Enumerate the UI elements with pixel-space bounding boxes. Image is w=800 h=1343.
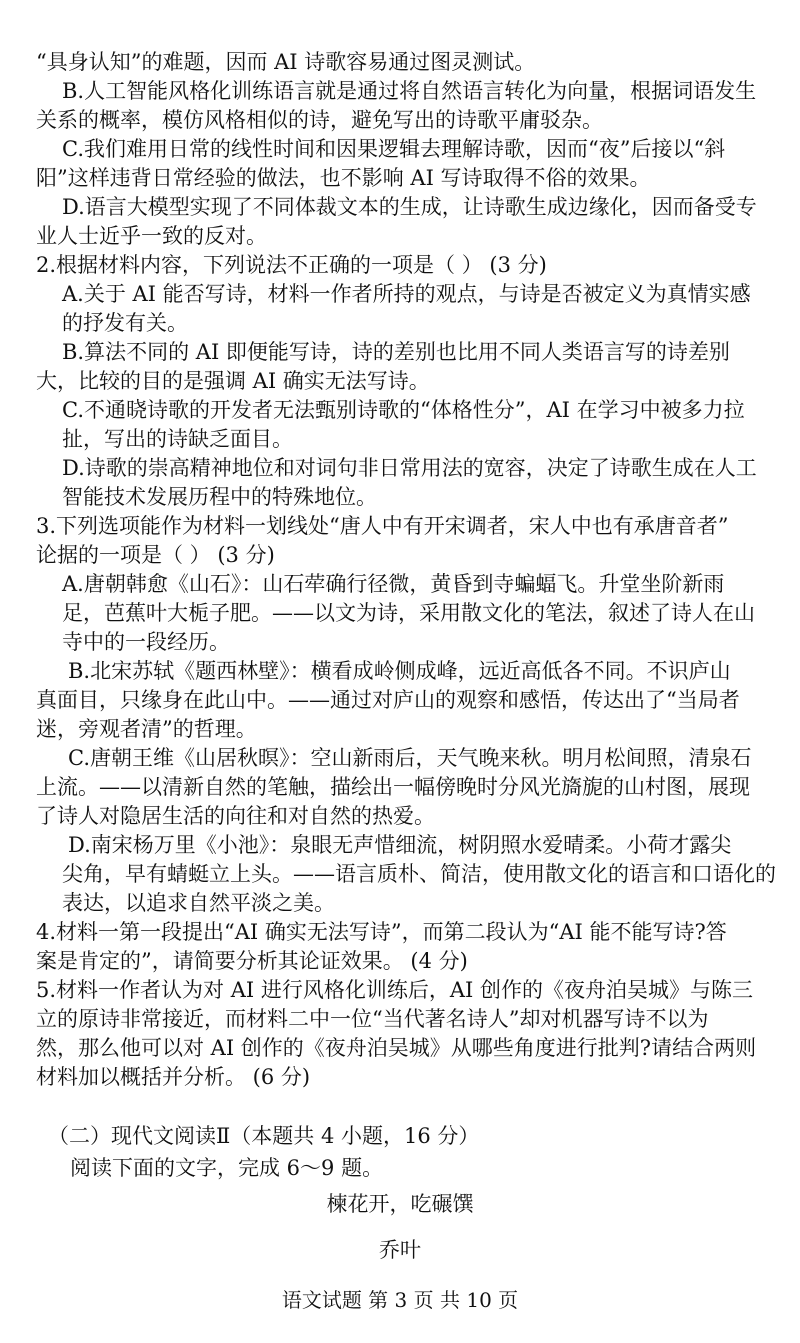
text-line: A.唐朝韩愈《山石》：山石荦确行径微，黄昏到寺蝙蝠飞。升堂坐阶新雨 (62, 572, 725, 596)
page-footer: 语文试题 第 3 页 共 10 页 (281, 1288, 519, 1312)
text-line: 论据的一项是（ ） (3 分) (36, 543, 275, 567)
section-instruction: 阅读下面的文字，完成 6～9 题。 (70, 1156, 384, 1180)
text-line: 5.材料一作者认为对 AI 进行风格化训练后，AI 创作的《夜舟泊吴城》与陈三 (36, 978, 753, 1002)
article-author: 乔叶 (379, 1238, 421, 1262)
text-line: 智能技术发展历程中的特殊地位。 (62, 485, 377, 509)
text-line: 扯，写出的诗缺乏面目。 (62, 427, 293, 451)
text-line: A.关于 AI 能否写诗，材料一作者所持的观点，与诗是否被定义为真情实感 (62, 282, 751, 306)
text-line: 立的原诗非常接近，而材料二中一位“当代著名诗人”却对机器写诗不以为 (36, 1007, 709, 1031)
text-line: 然，那么他可以对 AI 创作的《夜舟泊吴城》从哪些角度进行批判?请结合两则 (36, 1036, 757, 1060)
text-line: 4.材料一第一段提出“AI 确实无法写诗”，而第二段认为“AI 能不能写诗?答 (36, 920, 727, 944)
text-line: 阳”这样违背日常经验的做法，也不影响 AI 写诗取得不俗的效果。 (36, 166, 651, 190)
text-line: D.南宋杨万里《小池》：泉眼无声惜细流，树阴照水爱晴柔。小荷才露尖 (68, 833, 732, 857)
reading-section-header (48, 1120, 768, 1184)
text-line: 上流。——以清新自然的笔触，描绘出一幅傍晚时分风光旖旎的山村图，展现 (36, 775, 750, 799)
text-line: 了诗人对隐居生活的向往和对自然的热爱。 (36, 804, 435, 828)
text-line: B.北宋苏轼《题西林壁》：横看成岭侧成峰，远近高低各不同。不识庐山 (68, 659, 731, 683)
text-line: 3.下列选项能作为材料一划线处“唐人中有开宋调者，宋人中也有承唐音者” (36, 514, 729, 538)
text-line: B.人工智能风格化训练语言就是通过将自然语言转化为向量，根据词语发生 (62, 79, 757, 103)
text-line: D.诗歌的崇高精神地位和对词句非日常用法的宽容，决定了诗歌生成在人工 (62, 456, 757, 480)
text-line: 大，比较的目的是强调 AI 确实无法写诗。 (36, 369, 430, 393)
text-line: 迷，旁观者清”的哲理。 (36, 717, 257, 741)
text-line: 业人士近乎一致的反对。 (36, 224, 267, 248)
text-line: 足，芭蕉叶大栀子肥。——以文为诗，采用散文化的笔法，叙述了诗人在山 (62, 601, 755, 625)
text-line: C.唐朝王维《山居秋暝》：空山新雨后，天气晚来秋。明月松间照，清泉石 (68, 746, 752, 770)
section-heading: （二）现代文阅读Ⅱ（本题共 4 小题，16 分） (48, 1124, 480, 1148)
text-line: 案是肯定的”，请简要分析其论证效果。 (4 分) (36, 949, 468, 973)
text-line: B.算法不同的 AI 即便能写诗，诗的差别也比用不同人类语言写的诗差别 (62, 340, 730, 364)
text-line: “具身认知”的难题，因而 AI 诗歌容易通过图灵测试。 (36, 50, 536, 74)
text-line: 2.根据材料内容，下列说法不正确的一项是（ ） (3 分) (36, 253, 547, 277)
text-line: 寺中的一段经历。 (62, 630, 230, 654)
text-line: 尖角，早有蜻蜓立上头。——语言质朴、简洁，使用散文化的语言和口语化的 (62, 862, 776, 886)
article-title: 楝花开，吃碾馔 (326, 1192, 474, 1216)
text-line: D.语言大模型实现了不同体裁文本的生成，让诗歌生成边缘化，因而备受专 (62, 195, 757, 219)
question-text-block (0, 48, 800, 1092)
text-line: 关系的概率，模仿风格相似的诗，避免写出的诗歌平庸驳杂。 (36, 108, 603, 132)
text-line: C.我们难用日常的线性时间和因果逻辑去理解诗歌，因而“夜”后接以“斜 (62, 137, 726, 161)
text-line: 的抒发有关。 (62, 311, 188, 335)
text-line: C.不通晓诗歌的开发者无法甄别诗歌的“体格性分”，AI 在学习中被多力拉 (62, 398, 745, 422)
text-line: 表达，以追求自然平淡之美。 (62, 891, 335, 915)
text-line: 真面目，只缘身在此山中。——通过对庐山的观察和感悟，传达出了“当局者 (36, 688, 740, 712)
text-line: 材料加以概括并分析。 (6 分) (36, 1065, 311, 1089)
